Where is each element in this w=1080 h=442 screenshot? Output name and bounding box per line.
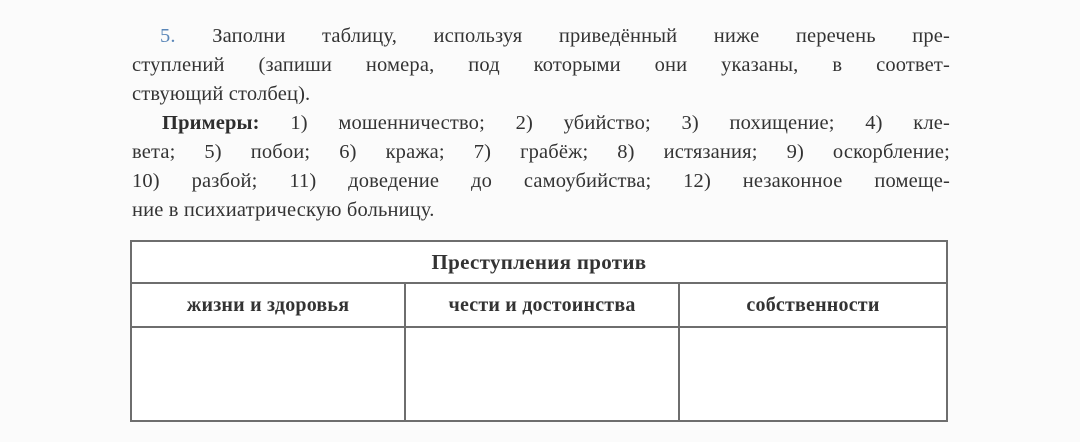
task-line-1	[132, 22, 950, 51]
examples-line-3: 10) разбой; 11) доведение до самоубийства; 12) незаконное помеще-	[132, 170, 950, 192]
examples-line-2: вета; 5) побои; 6) кража; 7) грабёж; 8) истязания; 9) оскорбление;	[132, 141, 950, 163]
column-header-honor-dignity: чести и достоинства	[405, 283, 679, 327]
examples-line-text: 1) мошенничество; 2) убийство; 3) похищение; 4) кле-	[290, 112, 950, 134]
task-number: 5.	[160, 25, 176, 47]
answer-cell-honor-dignity[interactable]	[405, 327, 679, 421]
examples-line-1	[132, 109, 950, 138]
answer-cell-property[interactable]	[679, 327, 947, 421]
answer-cell-life-health[interactable]	[131, 327, 405, 421]
column-header-property: собственности	[679, 283, 947, 327]
examples-label: Примеры:	[162, 112, 260, 134]
crimes-table	[130, 240, 948, 422]
column-header-life-health: жизни и здоровья	[131, 283, 405, 327]
task-line-2: ступлений (запиши номера, под которыми они указаны, в соответ-	[132, 54, 950, 76]
task-text	[132, 22, 950, 225]
table-header: Преступления против	[131, 241, 947, 283]
task-line-text: Заполни таблицу, используя приведённый ниже перечень пре-	[212, 25, 950, 47]
examples-line-4: ние в психиатрическую больницу.	[132, 199, 435, 221]
task-line-3: ствующий столбец).	[132, 83, 311, 105]
